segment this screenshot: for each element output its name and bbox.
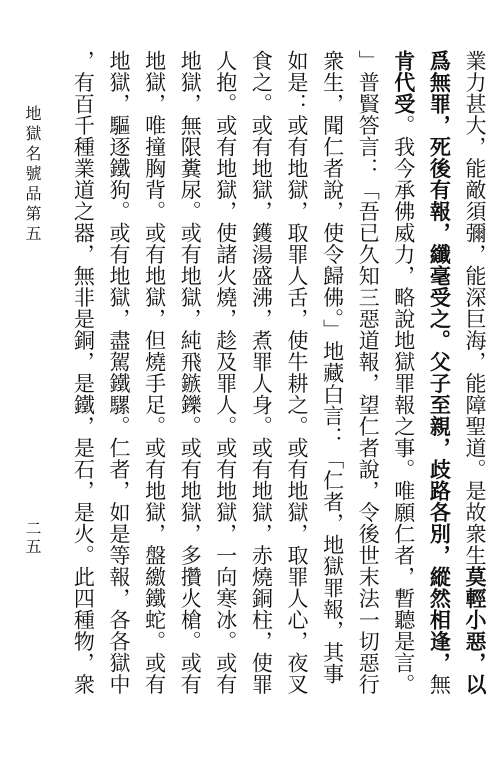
text-segment: ，有百千種業道之器，無非是銅，是鐵，是石，是火。此四種物，衆 bbox=[71, 50, 96, 695]
text-column bbox=[244, 50, 278, 765]
text-column bbox=[422, 50, 456, 765]
text-segment: 」普賢答言：「吾已久知三惡道報，望仁者說，令後世末法一切惡行 bbox=[356, 50, 381, 695]
text-column bbox=[66, 50, 100, 765]
text-column bbox=[280, 50, 314, 765]
text-column bbox=[138, 50, 172, 765]
emphasized-text: 肯代受 bbox=[391, 50, 417, 115]
text-column bbox=[351, 50, 385, 765]
text-segment: 業力甚大，能敵須彌，能深巨海，能障聖道。是故衆生 bbox=[463, 50, 487, 566]
text-segment: 衆生，聞仁者說，使令歸佛。」地藏白言：「仁者，地獄罪報，其事 bbox=[320, 50, 345, 685]
text-segment: 如是：或有地獄，取罪人舌，使牛耕之。或有地獄，取罪人心，夜叉 bbox=[285, 50, 309, 695]
text-column bbox=[458, 50, 492, 765]
text-column bbox=[209, 50, 243, 765]
page-number: 二五 bbox=[23, 520, 42, 556]
text-segment: 人抱。或有地獄，使諸火燒，趁及罪人。或有地獄，一向寒冰。或有 bbox=[213, 50, 238, 695]
text-column bbox=[316, 50, 350, 765]
emphasized-text: 爲無罪，死後有報，纖毫受之。父子至親，歧路各別，縱然相逢， bbox=[427, 50, 453, 674]
text-segment: 無 bbox=[427, 673, 452, 695]
running-title: 地獄名號品第五 bbox=[23, 105, 42, 245]
text-segment: 。我今承佛威力，略說地獄罪報之事。唯願仁者，暫聽是言。 bbox=[391, 114, 416, 695]
text-column bbox=[102, 50, 136, 765]
text-segment: 地獄，驅逐鐵狗。或有地獄，盡駕鐵騾。仁者，如是等報，各各獄中 bbox=[107, 50, 131, 695]
text-segment: 地獄，無限糞尿。或有地獄，純飛鏃鑠。或有地獄，多攢火槍。或有 bbox=[178, 50, 203, 695]
text-segment: 地獄，唯撞胸背。或有地獄，但燒手足。或有地獄，盤繳鐵蛇。或有 bbox=[142, 50, 167, 695]
text-segment: 食之。或有地獄，鑊湯盛沸，煮罪人身。或有地獄，赤燒銅柱，使罪 bbox=[249, 50, 274, 695]
emphasized-text: 莫輕小惡，以 bbox=[463, 566, 488, 695]
text-column bbox=[387, 50, 421, 765]
text-column bbox=[173, 50, 207, 765]
